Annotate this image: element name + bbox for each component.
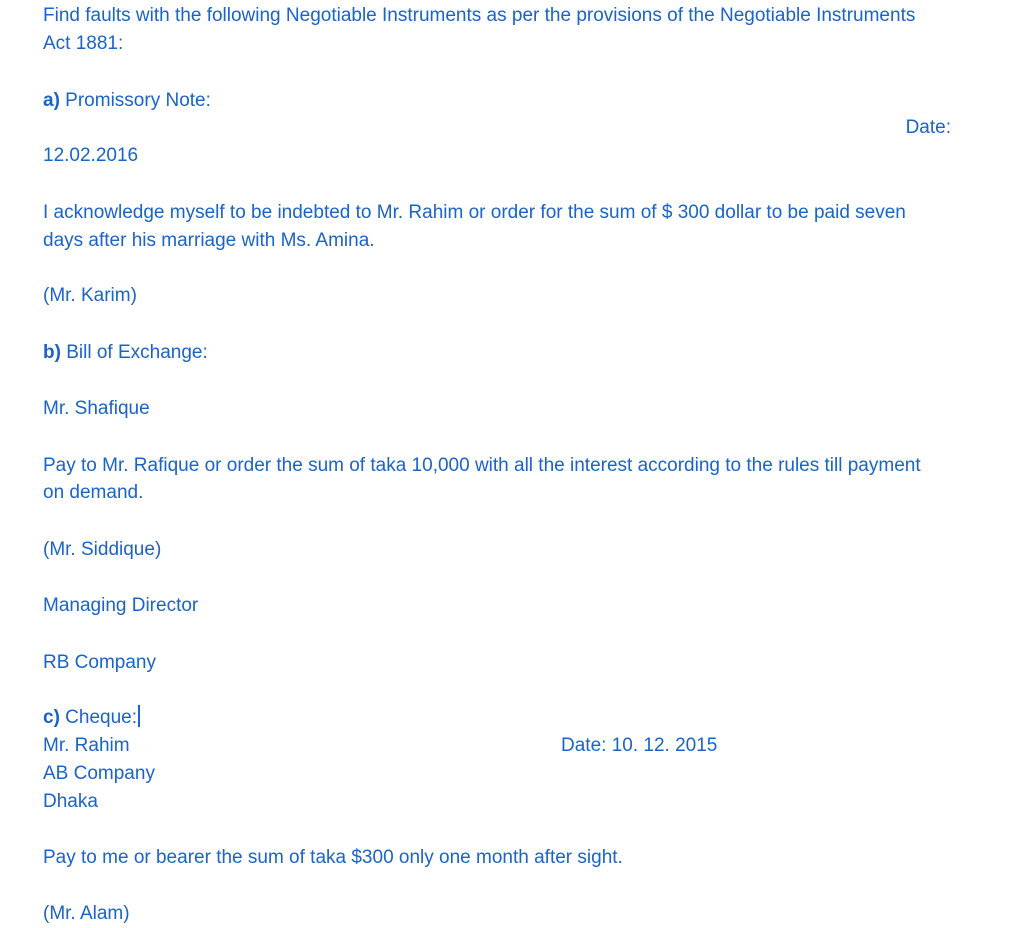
promissory-body-line-1: I acknowledge myself to be indebted to Mr. Rahim or order for the sum of $ 300 dollar to be paid seven bbox=[43, 202, 906, 223]
bill-drawee: Mr. Shafique bbox=[43, 398, 150, 419]
section-b-marker: b) bbox=[43, 342, 61, 363]
section-a-title: Promissory Note: bbox=[59, 90, 211, 111]
cheque-company: AB Company bbox=[43, 763, 155, 784]
intro-line-1: Find faults with the following Negotiable Instruments as per the provisions of the Negotiable Instruments bbox=[43, 5, 916, 26]
section-c-marker: c) bbox=[43, 707, 60, 728]
section-c-heading bbox=[43, 704, 140, 732]
bill-signature: (Mr. Siddique) bbox=[43, 539, 162, 560]
text-cursor bbox=[138, 705, 140, 727]
promissory-body-line-2: days after his marriage with Ms. Amina. bbox=[43, 230, 375, 251]
bill-designation: Managing Director bbox=[43, 595, 199, 616]
bill-body-line-2: on demand. bbox=[43, 482, 144, 503]
cheque-payee: Mr. Rahim bbox=[43, 735, 130, 756]
intro-line-2: Act 1881: bbox=[43, 33, 124, 54]
section-b-title: Bill of Exchange: bbox=[60, 342, 208, 363]
section-b-heading bbox=[43, 339, 208, 367]
section-c-title: Cheque: bbox=[59, 707, 138, 728]
section-a-marker: a) bbox=[43, 90, 60, 111]
cheque-date: Date: 10. 12. 2015 bbox=[561, 735, 718, 756]
bill-body-line-1: Pay to Mr. Rafique or order the sum of taka 10,000 with all the interest according to the rules till payment bbox=[43, 455, 921, 476]
cheque-city: Dhaka bbox=[43, 791, 98, 812]
cheque-body: Pay to me or bearer the sum of taka $300 only one month after sight. bbox=[43, 847, 623, 868]
promissory-signature: (Mr. Karim) bbox=[43, 285, 137, 306]
section-a-heading bbox=[43, 87, 211, 115]
promissory-date-label: Date: bbox=[905, 117, 951, 138]
cheque-signature: (Mr. Alam) bbox=[43, 903, 130, 924]
promissory-date-value: 12.02.2016 bbox=[43, 145, 139, 166]
bill-company: RB Company bbox=[43, 652, 156, 673]
